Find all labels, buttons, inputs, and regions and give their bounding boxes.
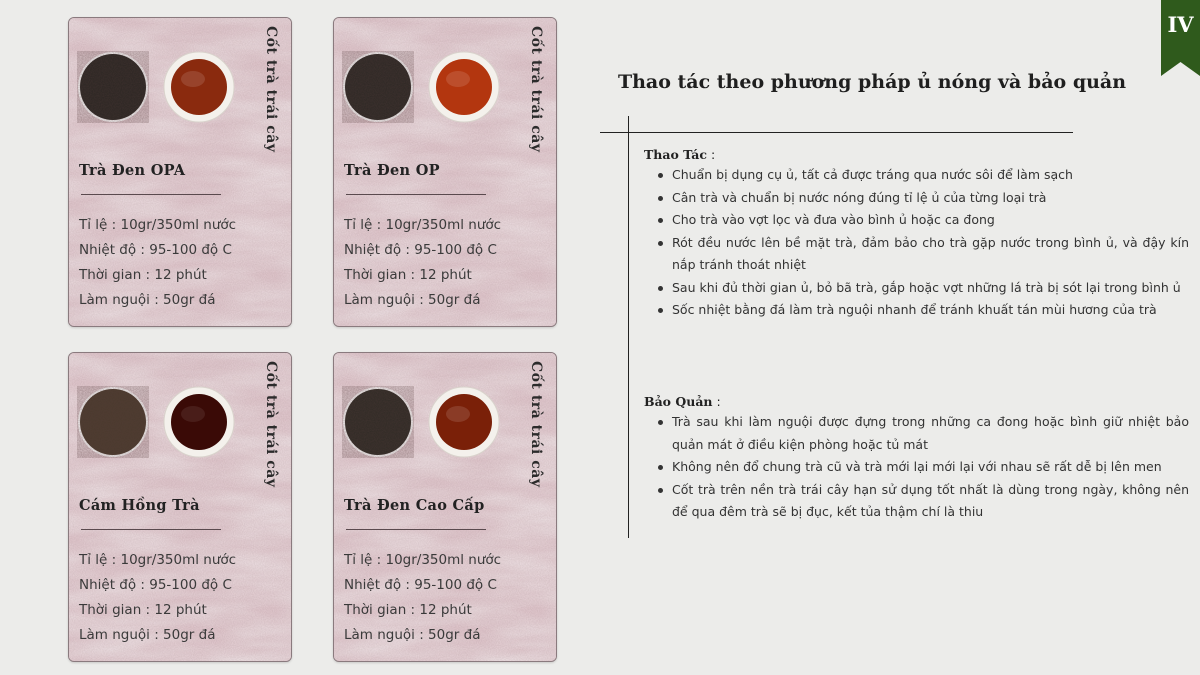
tea-name: Cám Hồng Trà <box>79 497 200 514</box>
list-item: Rót đều nước lên bề mặt trà, đảm bảo cho trà gặp nước trong bình ủ, và đậy kín nắp tránh thoát nhiệt <box>658 232 1189 277</box>
tea-liquor-cup-image <box>428 51 500 123</box>
tea-card-cao-cap <box>333 352 557 662</box>
storage-heading: Bảo Quản : <box>644 394 721 409</box>
spec-time: Thời gian : 12 phút <box>79 267 207 283</box>
tea-card-cam-hong-tra <box>68 352 292 662</box>
operations-list <box>644 164 1189 322</box>
divider <box>346 529 486 530</box>
spec-cooling: Làm nguội : 50gr đá <box>79 627 216 643</box>
list-item: Cốt trà trên nền trà trái cây hạn sử dụng tốt nhất là dùng trong ngày, không nên để qua đêm trà sẽ bị đục, kết tủa thậm chí là thiu <box>658 479 1189 524</box>
list-item: Cân trà và chuẩn bị nước nóng đúng tỉ lệ ủ của từng loại trà <box>658 187 1189 210</box>
spec-temperature: Nhiệt độ : 95-100 độ C <box>344 577 497 593</box>
spec-temperature: Nhiệt độ : 95-100 độ C <box>79 577 232 593</box>
dry-tea-leaves-image <box>77 386 149 458</box>
spec-ratio: Tỉ lệ : 10gr/350ml nước <box>79 217 237 233</box>
spec-list <box>79 548 236 648</box>
spec-cooling: Làm nguội : 50gr đá <box>344 627 481 643</box>
storage-list <box>644 411 1189 524</box>
page-title: Thao tác theo phương pháp ủ nóng và bảo quản <box>617 71 1127 93</box>
list-item: Cho trà vào vợt lọc và đưa vào bình ủ hoặc ca đong <box>658 209 1189 232</box>
dry-tea-leaves-image <box>77 51 149 123</box>
divider <box>346 194 486 195</box>
tea-liquor-cup-image <box>163 51 235 123</box>
list-item: Chuẩn bị dụng cụ ủ, tất cả được tráng qua nước sôi để làm sạch <box>658 164 1189 187</box>
spec-temperature: Nhiệt độ : 95-100 độ C <box>79 242 232 258</box>
operations-heading: Thao Tác : <box>644 147 716 162</box>
section-number: IV <box>1167 12 1194 37</box>
tea-name: Trà Đen Cao Cấp <box>344 497 485 514</box>
spec-time: Thời gian : 12 phút <box>344 267 472 283</box>
dry-tea-leaves-image <box>342 386 414 458</box>
spec-list <box>344 548 501 648</box>
list-item: Không nên đổ chung trà cũ và trà mới lại mới lại với nhau sẽ rất dễ bị lên men <box>658 456 1189 479</box>
title-underline <box>600 132 1073 133</box>
spec-time: Thời gian : 12 phút <box>344 602 472 618</box>
card-side-label: Cốt trà trái cây <box>263 361 279 488</box>
spec-list <box>344 213 501 313</box>
spec-ratio: Tỉ lệ : 10gr/350ml nước <box>344 217 502 233</box>
spec-cooling: Làm nguội : 50gr đá <box>79 292 216 308</box>
tea-name: Trà Đen OPA <box>79 162 186 179</box>
card-side-label: Cốt trà trái cây <box>528 361 544 488</box>
spec-cooling: Làm nguội : 50gr đá <box>344 292 481 308</box>
list-item: Trà sau khi làm nguội được đựng trong những ca đong hoặc bình giữ nhiệt bảo quản mát ở điều kiện phòng hoặc tủ mát <box>658 411 1189 456</box>
spec-temperature: Nhiệt độ : 95-100 độ C <box>344 242 497 258</box>
list-item: Sốc nhiệt bằng đá làm trà nguội nhanh để tránh khuất tán mùi hương của trà <box>658 299 1189 322</box>
card-side-label: Cốt trà trái cây <box>528 26 544 153</box>
spec-time: Thời gian : 12 phút <box>79 602 207 618</box>
storage-section <box>644 394 1189 524</box>
tea-name: Trà Đen OP <box>344 162 440 179</box>
list-item: Sau khi đủ thời gian ủ, bỏ bã trà, gắp hoặc vợt những lá trà bị sót lại trong bình ủ <box>658 277 1189 300</box>
tea-card-opa <box>68 17 292 327</box>
tea-liquor-cup-image <box>163 386 235 458</box>
content-divider <box>628 116 629 538</box>
divider <box>81 529 221 530</box>
tea-card-op <box>333 17 557 327</box>
dry-tea-leaves-image <box>342 51 414 123</box>
operations-section <box>644 147 1189 322</box>
tea-liquor-cup-image <box>428 386 500 458</box>
spec-list <box>79 213 236 313</box>
card-side-label: Cốt trà trái cây <box>263 26 279 153</box>
spec-ratio: Tỉ lệ : 10gr/350ml nước <box>79 552 237 568</box>
spec-ratio: Tỉ lệ : 10gr/350ml nước <box>344 552 502 568</box>
divider <box>81 194 221 195</box>
